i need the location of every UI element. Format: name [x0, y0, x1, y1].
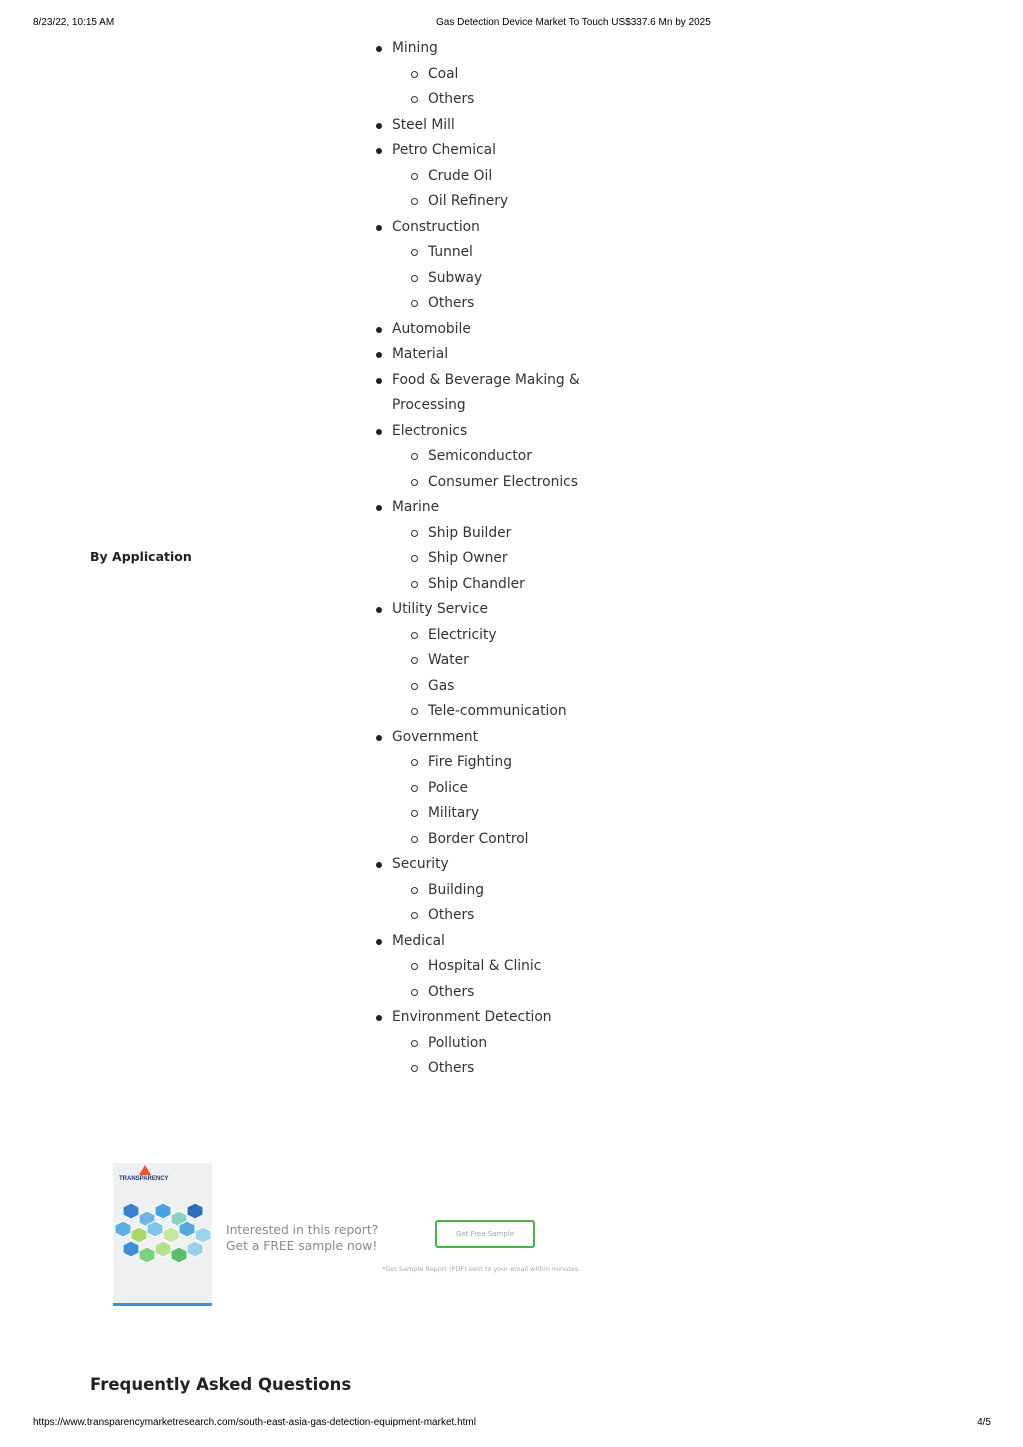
- sub-list-item: Others: [374, 980, 594, 1006]
- list-item: Security: [374, 852, 594, 878]
- faq-heading: Frequently Asked Questions: [90, 1375, 352, 1394]
- sub-list-item: Consumer Electronics: [374, 470, 594, 496]
- report-cover-image: [113, 1163, 212, 1306]
- print-page-title: Gas Detection Device Market To Touch US$337.6 Mn by 2025: [436, 17, 711, 28]
- sample-note: *Get Sample Report (PDF) sent to your email within minutes: [382, 1265, 579, 1273]
- sub-list-item: Hospital & Clinic: [374, 954, 594, 980]
- print-url: https://www.transparencymarketresearch.com/south-east-asia-gas-detection-equipment-market.html: [33, 1417, 476, 1428]
- list-item: Construction: [374, 215, 594, 241]
- logo-arrow-icon: [139, 1165, 151, 1175]
- sub-list-item: Others: [374, 1056, 594, 1082]
- sub-list-item: Ship Chandler: [374, 572, 594, 598]
- sub-list-item: Tunnel: [374, 240, 594, 266]
- list-item: Marine: [374, 495, 594, 521]
- sub-list-item: Border Control: [374, 827, 594, 853]
- list-item: Automobile: [374, 317, 594, 343]
- list-item: Petro Chemical: [374, 138, 594, 164]
- sub-list-item: Tele-communication: [374, 699, 594, 725]
- print-footer: [0, 1417, 1023, 1431]
- sub-list-item: Electricity: [374, 623, 594, 649]
- sub-list-item: Subway: [374, 266, 594, 292]
- print-header: [0, 17, 1023, 31]
- list-item: Electronics: [374, 419, 594, 445]
- list-item: Utility Service: [374, 597, 594, 623]
- sub-list-item: Military: [374, 801, 594, 827]
- sub-list-item: Coal: [374, 62, 594, 88]
- list-item: Food & Beverage Making & Processing: [374, 368, 594, 419]
- sub-list-item: Police: [374, 776, 594, 802]
- sub-list-item: Crude Oil: [374, 164, 594, 190]
- sub-list-item: Fire Fighting: [374, 750, 594, 776]
- sub-list-item: Building: [374, 878, 594, 904]
- sub-list-item: Ship Owner: [374, 546, 594, 572]
- application-segment-list: [374, 36, 594, 1082]
- sub-list-item: Ship Builder: [374, 521, 594, 547]
- sub-list-item: Gas: [374, 674, 594, 700]
- print-datetime: 8/23/22, 10:15 AM: [33, 17, 115, 28]
- list-item: Medical: [374, 929, 594, 955]
- sub-list-item: Pollution: [374, 1031, 594, 1057]
- free-sample-banner: [113, 1163, 593, 1308]
- sample-prompt-line1: Interested in this report?: [226, 1223, 379, 1237]
- segment-label: By Application: [90, 549, 192, 564]
- sample-prompt: [226, 1222, 378, 1254]
- sub-list-item: Water: [374, 648, 594, 674]
- list-item: Mining: [374, 36, 594, 62]
- list-item: Steel Mill: [374, 113, 594, 139]
- hexagon-pattern-icon: [113, 1201, 212, 1273]
- get-free-sample-button[interactable]: Get Free Sample: [435, 1220, 535, 1248]
- sub-list-item: Semiconductor: [374, 444, 594, 470]
- print-page-number: 4/5: [977, 1417, 991, 1428]
- sub-list-item: Others: [374, 87, 594, 113]
- sub-list-item: Others: [374, 291, 594, 317]
- sample-prompt-line2: Get a FREE sample now!: [226, 1239, 378, 1253]
- sub-list-item: Others: [374, 903, 594, 929]
- list-item: Environment Detection: [374, 1005, 594, 1031]
- list-item: Material: [374, 342, 594, 368]
- cover-brand-logo: TRANSPARENCY: [119, 1176, 169, 1182]
- list-item: Government: [374, 725, 594, 751]
- sub-list-item: Oil Refinery: [374, 189, 594, 215]
